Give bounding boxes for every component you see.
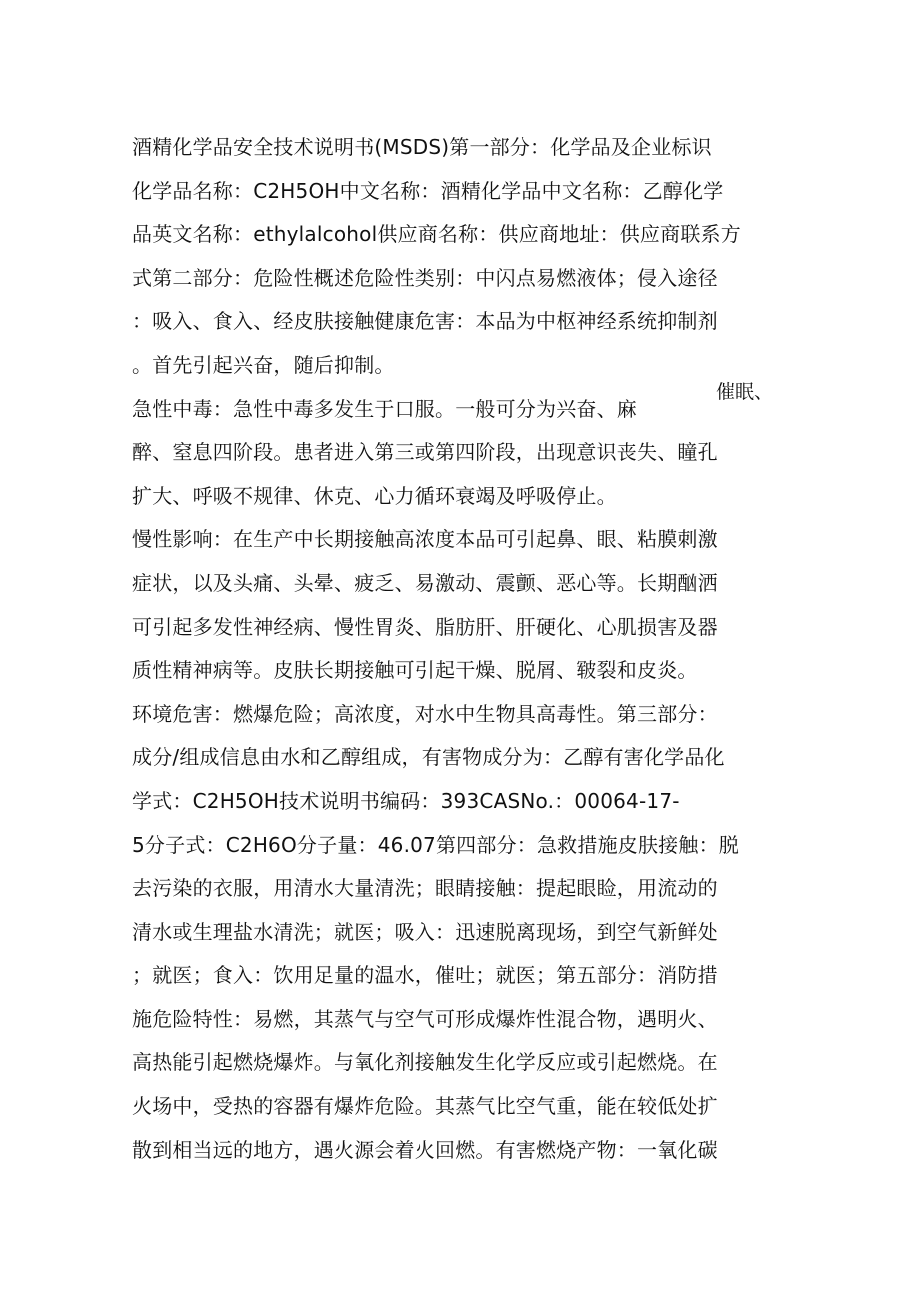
text-line-9: 扩大、呼吸不规律、休克、心力循环衰竭及呼吸停止。 bbox=[132, 483, 617, 508]
document-body bbox=[132, 126, 792, 1172]
floating-text-note: 催眠、 bbox=[716, 381, 774, 403]
text-line-10: 慢性影响：在生产中长期接触高浓度本品可引起鼻、眼、粘膜刺激 bbox=[132, 527, 718, 552]
text-line-14: 环境危害：燃爆危险；高浓度，对水中生物具高毒性。第三部分： bbox=[132, 701, 718, 726]
text-line-7: 急性中毒：急性中毒多发生于口服。一般可分为兴奋、麻 bbox=[132, 396, 637, 421]
text-line-16: 学式：C2H5OH技术说明书编码：393CASNo.：00064-17- bbox=[132, 788, 680, 813]
text-line-11: 症状，以及头痛、头晕、疲乏、易激动、震颤、恶心等。长期酗洒 bbox=[132, 570, 718, 595]
text-line-23: 火场中，受热的容器有爆炸危险。其蒸气比空气重，能在较低处扩 bbox=[132, 1094, 718, 1119]
text-line-24: 散到相当远的地方，遇火源会着火回燃。有害燃烧产物：一氧化碳 bbox=[132, 1137, 718, 1162]
text-line-19: 清水或生理盐水清洗；就医；吸入：迅速脱离现场，到空气新鲜处 bbox=[132, 919, 718, 944]
text-line-3: 品英文名称：ethylalcohol供应商名称：供应商地址：供应商联系方 bbox=[132, 222, 741, 247]
text-line-4: 式第二部分：危险性概述危险性类别：中闪点易燃液体；侵入途径 bbox=[132, 265, 718, 290]
text-line-5: ：吸入、食入、经皮肤接触健康危害：本品为中枢神经系统抑制剂 bbox=[132, 309, 718, 334]
text-line-18: 去污染的衣服，用清水大量清洗；眼睛接触：提起眼睑，用流动的 bbox=[132, 876, 718, 901]
text-line-21: 施危险特性：易燃，其蒸气与空气可形成爆炸性混合物，遇明火、 bbox=[132, 1006, 718, 1031]
text-line-17: 5分子式：C2H6O分子量：46.07第四部分：急救措施皮肤接触：脱 bbox=[132, 832, 739, 857]
text-line-12: 可引起多发性神经病、慢性胃炎、脂肪肝、肝硬化、心肌损害及器 bbox=[132, 614, 718, 639]
text-line-22: 高热能引起燃烧爆炸。与氧化剂接触发生化学反应或引起燃烧。在 bbox=[132, 1050, 718, 1075]
text-line-15: 成分/组成信息由水和乙醇组成，有害物成分为：乙醇有害化学品化 bbox=[132, 745, 725, 770]
text-line-6: 。首先引起兴奋，随后抑制。 bbox=[132, 352, 395, 377]
text-line-1: 酒精化学品安全技术说明书(MSDS)第一部分：化学品及企业标识 bbox=[132, 135, 712, 159]
text-line-2: 化学品名称：C2H5OH中文名称：酒精化学品中文名称：乙醇化学 bbox=[132, 178, 724, 203]
text-line-8: 醉、窒息四阶段。患者进入第三或第四阶段，出现意识丧失、瞳孔 bbox=[132, 440, 718, 465]
text-line-20: ；就医；食入：饮用足量的温水，催吐；就医；第五部分：消防措 bbox=[132, 963, 718, 988]
text-line-13: 质性精神病等。皮肤长期接触可引起干燥、脱屑、皲裂和皮炎。 bbox=[132, 658, 698, 683]
